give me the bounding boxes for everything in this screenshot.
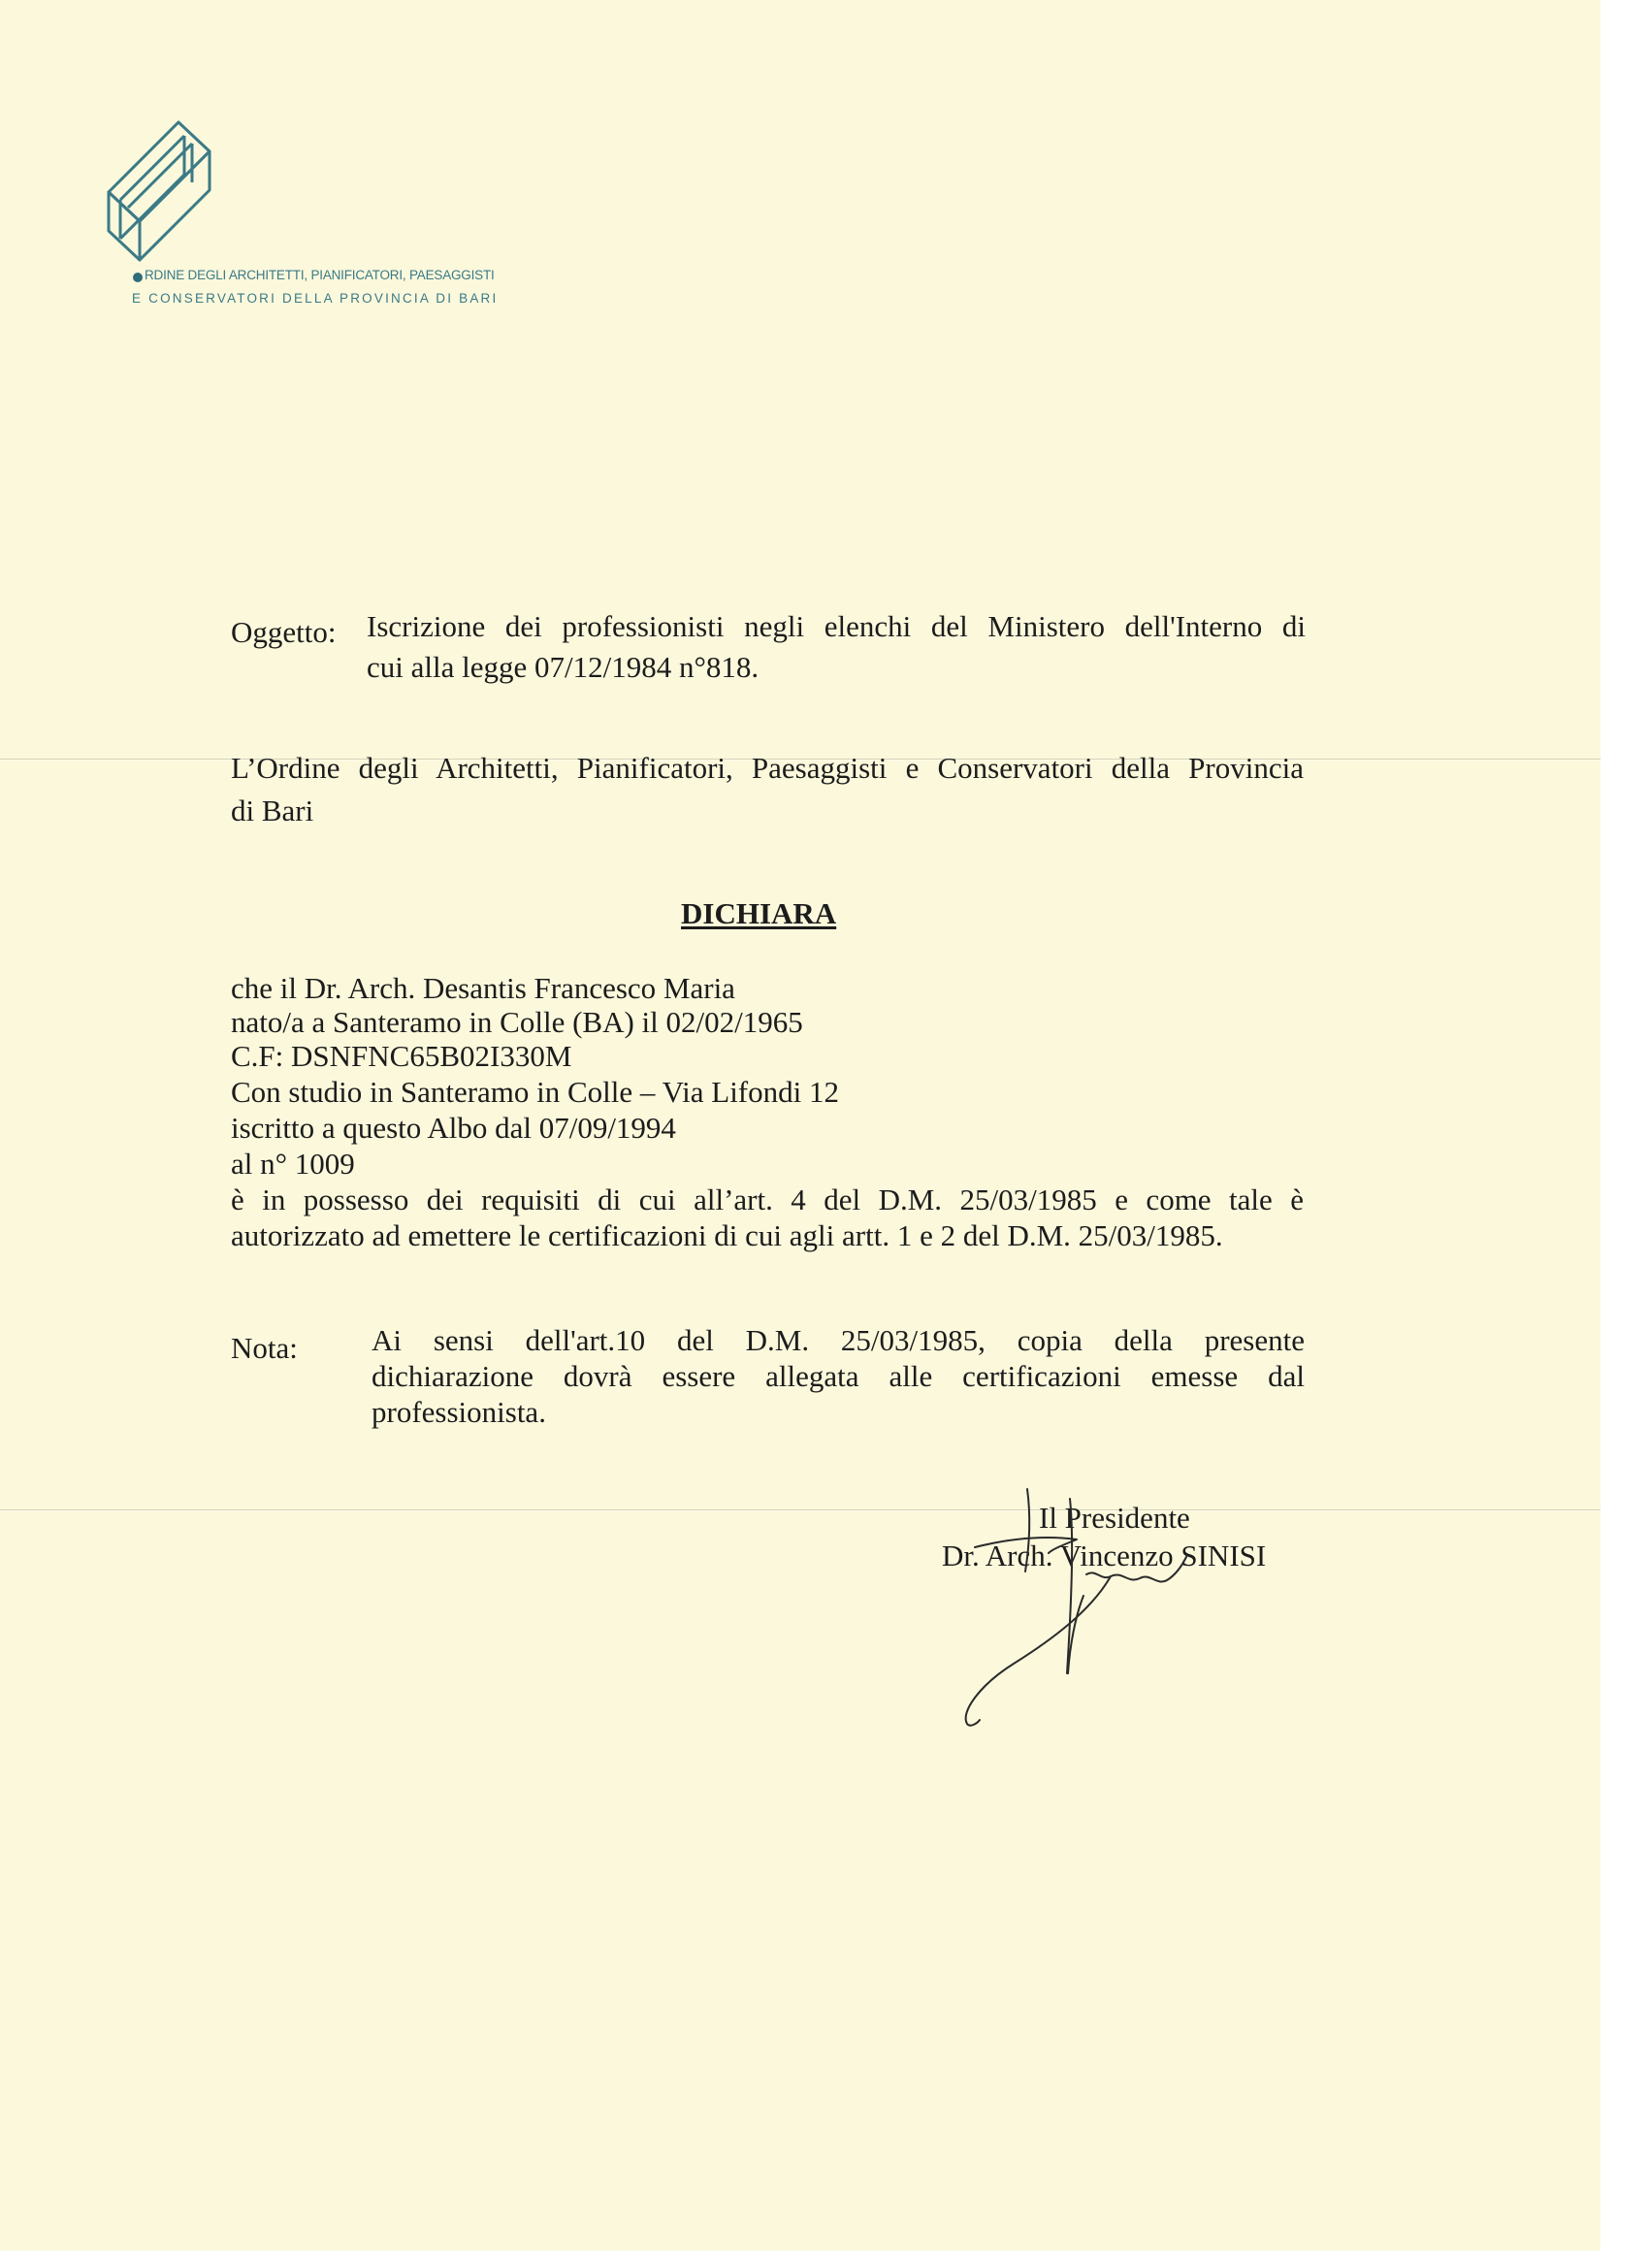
intro-line-2: di Bari xyxy=(231,794,314,827)
note-line-2: dichiarazione dovrà essere allegata alle certificazioni emesse dal xyxy=(372,1359,1305,1393)
note-line-3: professionista. xyxy=(372,1395,546,1429)
subject-label: Oggetto: xyxy=(231,615,337,649)
body-line-studio: Con studio in Santeramo in Colle – Via Lifondi 12 xyxy=(231,1075,839,1109)
logo-dot xyxy=(133,273,143,282)
letterhead-org-line-1: RDINE DEGLI ARCHITETTI, PIANIFICATORI, PAESAGGISTI xyxy=(145,268,495,282)
body-line-number: al n° 1009 xyxy=(231,1147,355,1181)
note-label: Nota: xyxy=(231,1331,298,1365)
note-line-1: Ai sensi dell'art.10 del D.M. 25/03/1985, copia della presente xyxy=(372,1323,1305,1357)
body-line-birth: nato/a a Santeramo in Colle (BA) il 02/02/1965 xyxy=(231,1005,803,1039)
subject-line-2: cui alla legge 07/12/1984 n°818. xyxy=(367,650,760,684)
declaration-heading: DICHIARA xyxy=(681,896,837,930)
subject-line-1: Iscrizione dei professionisti negli elenchi del Ministero dell'Interno di xyxy=(367,609,1306,643)
handwritten-signature-icon xyxy=(955,1479,1276,1732)
body-line-requirements: è in possesso dei requisiti di cui all’art. 4 del D.M. 25/03/1985 e come tale è xyxy=(231,1183,1304,1216)
body-line-authorized: autorizzato ad emettere le certificazioni di cui agli artt. 1 e 2 del D.M. 25/03/1985. xyxy=(231,1218,1223,1252)
body-line-registered: iscritto a questo Albo dal 07/09/1994 xyxy=(231,1111,676,1145)
body-line-name: che il Dr. Arch. Desantis Francesco Maria xyxy=(231,971,735,1005)
president-title: Il Presidente xyxy=(1039,1501,1190,1535)
letterhead-org-line-2: E CONSERVATORI DELLA PROVINCIA DI BARI xyxy=(132,291,499,306)
president-name: Dr. Arch. Vincenzo SINISI xyxy=(942,1539,1267,1572)
intro-line-1: L’Ordine degli Architetti, Pianificatori, Paesaggisti e Conservatori della Provincia xyxy=(231,751,1304,785)
paper-fold-line xyxy=(0,1509,1600,1511)
body-line-tax-code: C.F: DSNFNC65B02I330M xyxy=(231,1039,572,1073)
order-logo-icon xyxy=(105,114,213,270)
